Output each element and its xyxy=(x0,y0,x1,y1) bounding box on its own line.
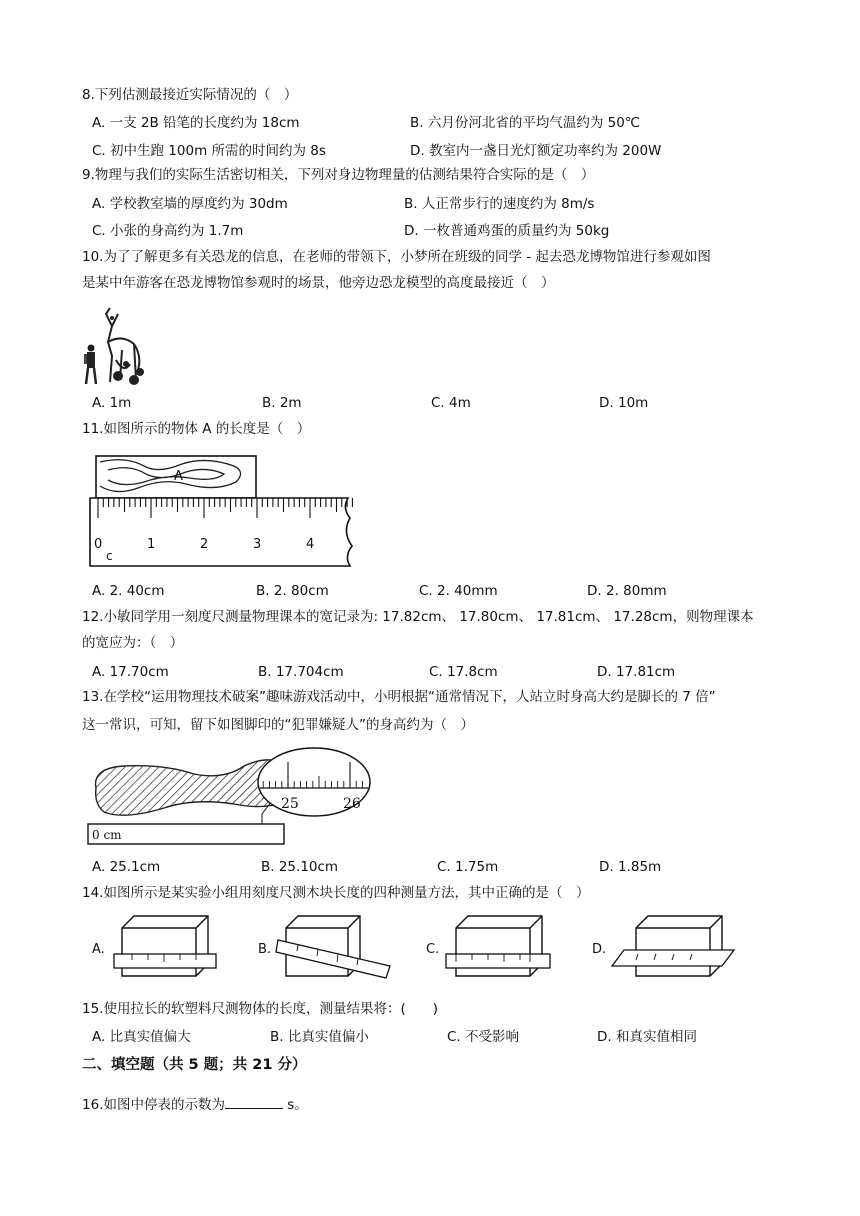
ruler-tick-label-4: 4 xyxy=(306,537,315,552)
question-15-options xyxy=(92,1026,792,1048)
option-a[interactable]: A. 1m xyxy=(92,395,132,411)
option-a[interactable]: A. 25.1cm xyxy=(92,859,161,875)
person-figure xyxy=(84,345,96,385)
option-b[interactable]: B. 六月份河北省的平均气温约为 50℃ xyxy=(410,115,640,131)
option-d[interactable]: D. 和真实值相同 xyxy=(597,1029,697,1045)
ruler-tick-label-3: 3 xyxy=(253,537,262,552)
measure-method-b xyxy=(274,914,394,986)
question-13-stem-line2: 这一常识，可知，留下如图脚印的“犯罪嫌疑人”的身高约为（ ） xyxy=(82,717,474,733)
option-c[interactable]: C. 小张的身高约为 1.7m xyxy=(92,223,244,239)
option-b[interactable]: B. 25.10cm xyxy=(261,859,339,875)
question-10-options xyxy=(92,392,792,414)
question-13-stem-line1: 13.在学校“运用物理技术破案”趣味游戏活动中，小明根据“通常情况下，人站立时身高大约是脚长的 7 倍” xyxy=(82,689,716,705)
question-8-options-row1 xyxy=(92,112,792,134)
question-10-stem-line1: 10.为了了解更多有关恐龙的信息，在老师的带领下，小梦所在班级的同学 - 起去恐龙博物馆进行参观如图 xyxy=(82,249,711,265)
option-c[interactable]: C. 初中生跑 100m 所需的时间约为 8s xyxy=(92,143,326,159)
magnified-label-25: 25 xyxy=(281,796,299,812)
q14-label-c[interactable]: C. xyxy=(426,942,440,957)
question-11-options xyxy=(92,580,792,602)
section-2-title: 二、填空题（共 5 题；共 21 分） xyxy=(82,1057,307,1073)
measure-method-a xyxy=(110,914,220,986)
question-9-options-row1 xyxy=(92,193,792,215)
question-8-stem: 8.下列估测最接近实际情况的（ ） xyxy=(82,87,298,103)
measure-method-c xyxy=(444,914,554,986)
option-a[interactable]: A. 2. 40cm xyxy=(92,583,165,599)
option-a[interactable]: A. 17.70cm xyxy=(92,664,169,680)
option-c[interactable]: C. 不受影响 xyxy=(447,1029,520,1045)
dinosaur-museum-figure xyxy=(82,304,152,386)
question-11-stem: 11.如图所示的物体 A 的长度是（ ） xyxy=(82,421,311,437)
ruler-tick-label-2: 2 xyxy=(200,537,209,552)
ruler-tick-label-0: 0 xyxy=(94,537,103,552)
question-9-options-row2 xyxy=(92,220,792,242)
option-b[interactable]: B. 17.704cm xyxy=(258,664,344,680)
option-d[interactable]: D. 10m xyxy=(599,395,649,411)
magnified-label-26: 26 xyxy=(343,796,361,812)
measure-method-d xyxy=(610,914,736,986)
question-16-text: 16.如图中停表的示数为 xyxy=(82,1097,225,1113)
question-9-stem: 9.物理与我们的实际生活密切相关，下列对身边物理量的估测结果符合实际的是（ ） xyxy=(82,167,595,183)
question-15-stem: 15.使用拉长的软塑料尺测物体的长度，测量结果将：( ) xyxy=(82,1001,439,1017)
option-c[interactable]: C. 2. 40mm xyxy=(419,583,498,599)
option-b[interactable]: B. 比真实值偏小 xyxy=(270,1029,369,1045)
ruler-tick-label-1: 1 xyxy=(147,537,156,552)
q14-label-a[interactable]: A. xyxy=(92,942,105,957)
q14-label-d[interactable]: D. xyxy=(592,942,607,957)
option-b[interactable]: B. 2m xyxy=(262,395,302,411)
question-8-options-row2 xyxy=(92,140,792,162)
question-12-stem-line2: 的宽应为：（ ） xyxy=(82,635,184,651)
option-d[interactable]: D. 一枚普通鸡蛋的质量约为 50kg xyxy=(404,223,610,239)
ruler-body xyxy=(90,498,352,566)
question-12-stem-line1: 12.小敏同学用一刻度尺测量物理课本的宽记录为: 17.82cm、 17.80cm、 17.81cm、 17.28cm，则物理课本 xyxy=(82,609,754,625)
option-d[interactable]: D. 17.81cm xyxy=(597,664,676,680)
footprint-ruler-label: 0 cm xyxy=(92,828,122,842)
option-d[interactable]: D. 教室内一盏日光灯额定功率约为 200W xyxy=(410,143,662,159)
question-13-options xyxy=(92,856,792,878)
option-a[interactable]: A. 学校教室墙的厚度约为 30dm xyxy=(92,196,288,212)
object-a-label: A xyxy=(174,469,183,484)
ruler-unit-label: c xyxy=(106,549,113,563)
option-a[interactable]: A. 比真实值偏大 xyxy=(92,1029,191,1045)
option-c[interactable]: C. 4m xyxy=(431,395,471,411)
question-14-stem: 14.如图所示是某实验小组用刻度尺测木块长度的四种测量方法，其中正确的是（ ） xyxy=(82,885,590,901)
option-c[interactable]: C. 1.75m xyxy=(437,859,499,875)
option-d[interactable]: D. 1.85m xyxy=(599,859,662,875)
footprint-ruler-figure xyxy=(84,748,384,848)
q14-label-b[interactable]: B. xyxy=(258,942,272,957)
ruler-figure-object-a xyxy=(86,452,362,570)
option-d[interactable]: D. 2. 80mm xyxy=(587,583,667,599)
answer-blank[interactable] xyxy=(225,1094,283,1109)
option-a[interactable]: A. 一支 2B 铅笔的长度约为 18cm xyxy=(92,115,300,131)
option-b[interactable]: B. 人正常步行的速度约为 8m/s xyxy=(404,196,595,212)
question-16-stem xyxy=(82,1094,782,1116)
option-b[interactable]: B. 2. 80cm xyxy=(256,583,329,599)
question-10-stem-line2: 是某中年游客在恐龙博物馆参观时的场景，他旁边恐龙模型的高度最接近（ ） xyxy=(82,275,555,291)
question-12-options xyxy=(92,661,792,683)
option-c[interactable]: C. 17.8cm xyxy=(429,664,498,680)
question-16-unit: s。 xyxy=(282,1097,308,1113)
